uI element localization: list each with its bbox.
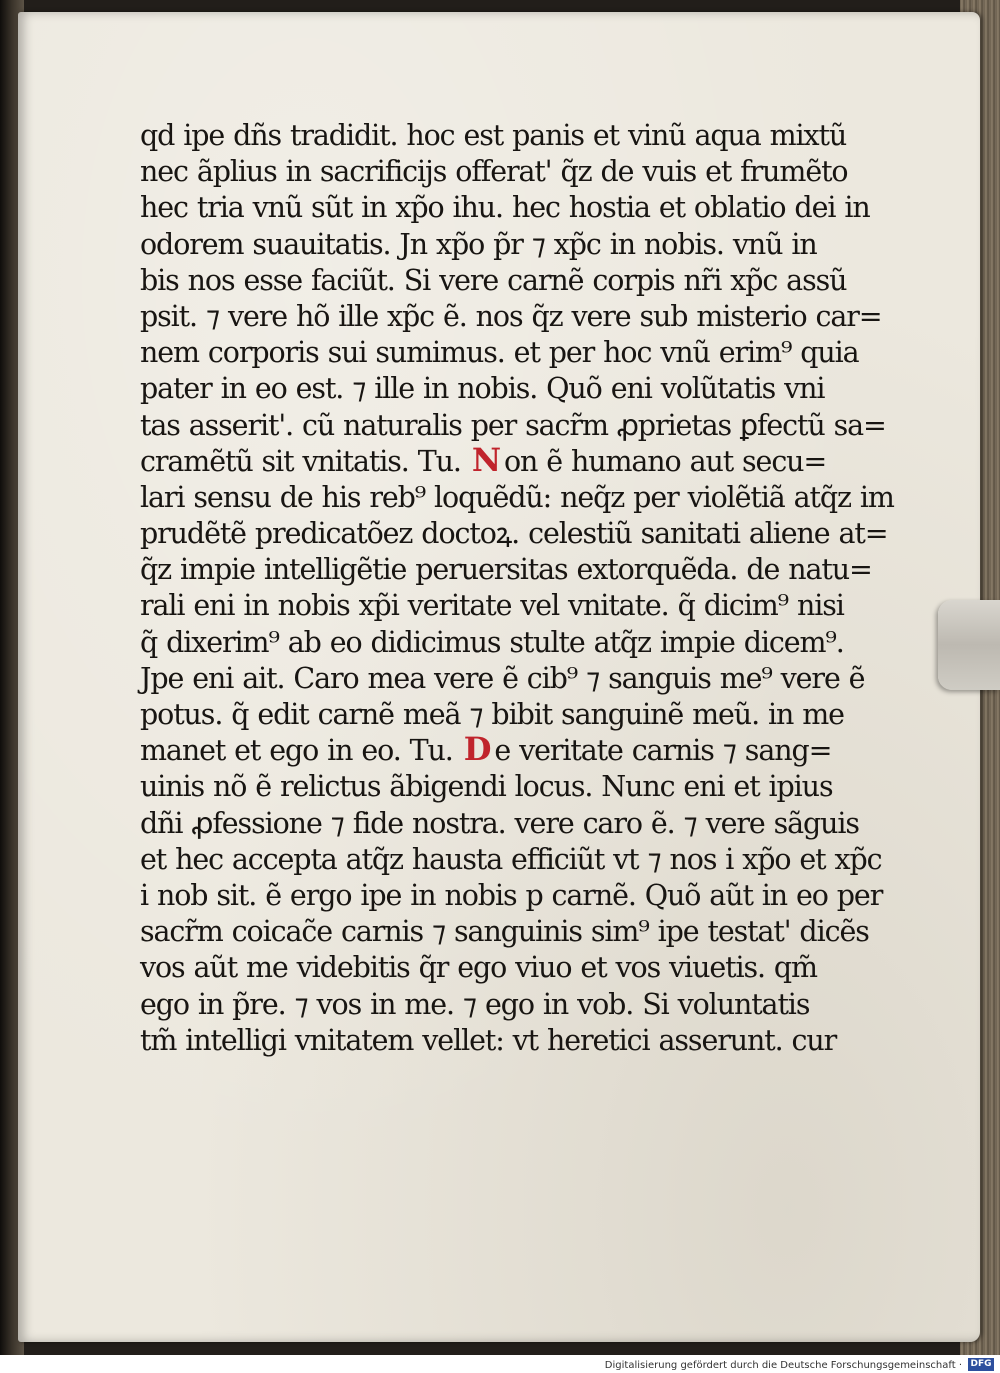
text-line: Jpe eni ait. Caro mea vere ẽ cib⁹ ⁊ sanguis me⁹ vere ẽ [140, 661, 865, 695]
text-line: bis nos esse faciũt. Si vere carnẽ corpis nr̃i xp̃c assũ [140, 263, 847, 297]
text-line: hec tria vnũ sũt in xp̃o ihu. hec hostia et oblatio dei in [140, 191, 870, 225]
text-line: pater in eo est. ⁊ ille in nobis. Quõ eni volũtatis vni [140, 372, 825, 406]
text-line: q̃ dixerim⁹ ab eo didicimus stulte atq̃z impie dicem⁹. [140, 625, 844, 659]
text-line: q̃z impie intelligẽtie peruersitas extorquẽda. de natu= [140, 553, 872, 587]
digitization-footer [0, 1355, 1000, 1373]
line-text: manet et ego in eo. Tu. [140, 734, 453, 768]
text-line: potus. q̃ edit carnẽ meã ⁊ bibit sanguinẽ meũ. in me [140, 698, 844, 731]
text-line: uinis nõ ẽ relictus ãbigendi locus. Nunc eni et ipius [140, 770, 833, 804]
text-line-with-initial [140, 440, 827, 480]
text-line: tas asserit'. cũ naturalis per sacr̃m ꝓprietas ꝑfectũ sa= [140, 408, 886, 442]
text-line: vos aũt me videbitis q̃r ego viuo et vos viuetis. qm̃ [140, 951, 817, 985]
text-line: psit. ⁊ vere hõ ille xp̃c ẽ. nos q̃z vere sub misterio car= [140, 299, 882, 333]
text-line: nec ãplius in sacrificijs offerat' q̃z de vuis et frumẽto [140, 155, 848, 189]
text-line: nem corporis sui sumimus. et per hoc vnũ erim⁹ quia [140, 336, 859, 370]
line-text: on ẽ humano aut secu= [503, 444, 827, 478]
line-text: e veritate carnis ⁊ sang= [494, 734, 832, 768]
line-text: cramẽtũ sit vnitatis. Tu. [140, 444, 461, 478]
funding-credit: Digitalisierung gefördert durch die Deutsche Forschungsgemeinschaft · [604, 1360, 962, 1371]
dfg-logo: DFG [968, 1358, 994, 1371]
text-line: rali eni in nobis xp̃i veritate vel vnitate. q̃ dicim⁹ nisi [140, 589, 844, 623]
text-line: dñi ꝓfessione ⁊ fide nostra. vere caro ẽ. ⁊ vere sãguis [140, 806, 859, 840]
text-line: et hec accepta atq̃z hausta efficiũt vt ⁊ nos i xp̃o et xp̃c [140, 842, 882, 876]
text-line: i nob sit. ẽ ergo ipe in nobis p carnẽ. Quõ aũt in eo per [140, 878, 883, 912]
rubricated-initial: N [471, 440, 500, 479]
text-line: ego in p̃re. ⁊ vos in me. ⁊ ego in vob. Si voluntatis [140, 987, 810, 1021]
text-line: sacr̃m coicac̃e carnis ⁊ sanguinis sim⁹ ipe testat' dicẽs [140, 915, 869, 949]
text-line: tm̃ intelligi vnitatem vellet: vt heretici asserunt. cur [140, 1023, 837, 1057]
page-holder-clip [938, 600, 1000, 690]
text-line: qd ipe dñs tradidit. hoc est panis et vinũ aqua mixtũ [140, 119, 847, 152]
text-line: odorem suauitatis. Jn xp̃o p̃r ⁊ xp̃c in nobis. vnũ in [140, 227, 817, 261]
text-line: lari sensu de his reb⁹ loquẽdũ: neq̃z per violẽtiã atq̃z im [140, 480, 894, 514]
rubricated-initial: D [463, 730, 491, 769]
printed-text-column [140, 118, 894, 1059]
text-line: prudẽtẽ predicatõez doctoꝝ. celestiũ sanitati aliene at= [140, 517, 888, 551]
text-line-with-initial [140, 730, 832, 769]
